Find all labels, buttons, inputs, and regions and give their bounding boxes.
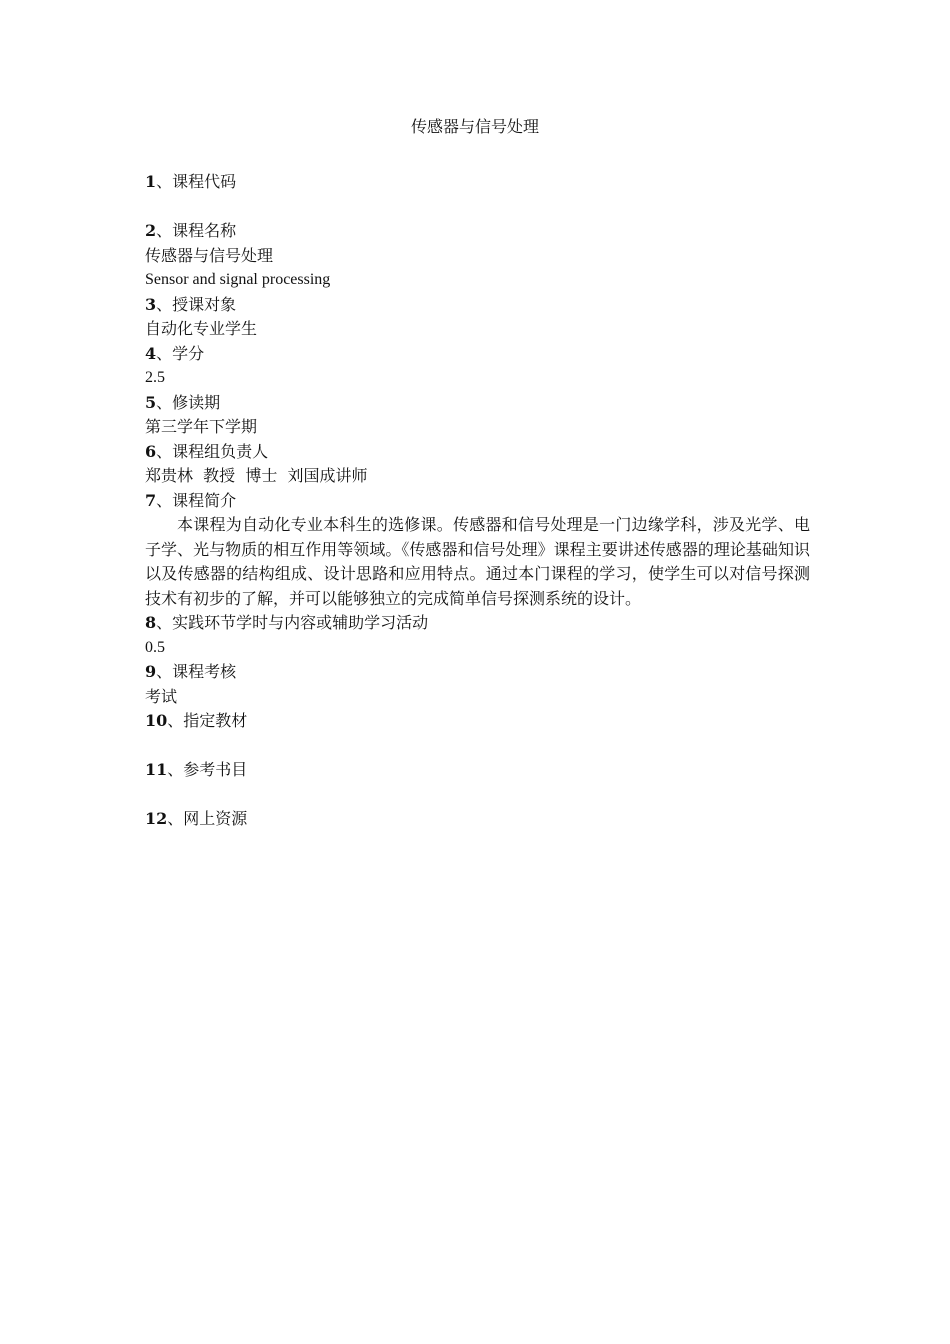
section-heading-2: 2、课程名称 (145, 221, 237, 240)
course-name-cn: 传感器与信号处理 (145, 245, 274, 265)
section-heading-6: 6、课程组负责人 (145, 441, 269, 461)
section-heading-4: 4、学分 (145, 343, 205, 363)
course-name-en: Sensor and signal processing (145, 271, 331, 288)
document-title: 传感器与信号处理 (410, 117, 539, 136)
assessment-method: 考试 (145, 686, 178, 706)
document-body (145, 170, 810, 832)
section-heading-3: 3、授课对象 (145, 294, 237, 314)
course-leaders: 郑贵林 教授 博士 刘国成讲师 (145, 466, 368, 485)
blank-line (145, 195, 810, 220)
section-heading-5: 5、修读期 (145, 392, 221, 412)
study-period: 第三学年下学期 (145, 417, 258, 436)
section-heading-9: 9、课程考核 (145, 662, 237, 681)
credits-value: 2.5 (145, 369, 165, 386)
target-students: 自动化专业学生 (145, 319, 258, 338)
section-heading-7: 7、课程简介 (145, 490, 237, 510)
section-heading-11: 11、参考书目 (145, 760, 248, 779)
section-heading-10: 10、指定教材 (145, 711, 248, 730)
section-heading-1: 1、课程代码 (145, 172, 237, 191)
section-heading-12: 12、网上资源 (145, 809, 248, 828)
blank-line (145, 783, 810, 808)
section-heading-8: 8、实践环节学时与内容或辅助学习活动 (145, 613, 429, 632)
course-description: 本课程为自动化专业本科生的选修课。传感器和信号处理是一门边缘学科，涉及光学、电子学、光与物质的相互作用等领域。《传感器和信号处理》课程主要讲述传感器的理论基础知识以及传感器的结构组成、设计思路和应用特点。通过本门课程的学习，使学生可以对信号探测技术有初步的了解，并可以能够独立的完成简单信号探测系统的设计。 (145, 515, 810, 608)
practice-hours: 0.5 (145, 638, 165, 656)
blank-line (145, 734, 810, 759)
